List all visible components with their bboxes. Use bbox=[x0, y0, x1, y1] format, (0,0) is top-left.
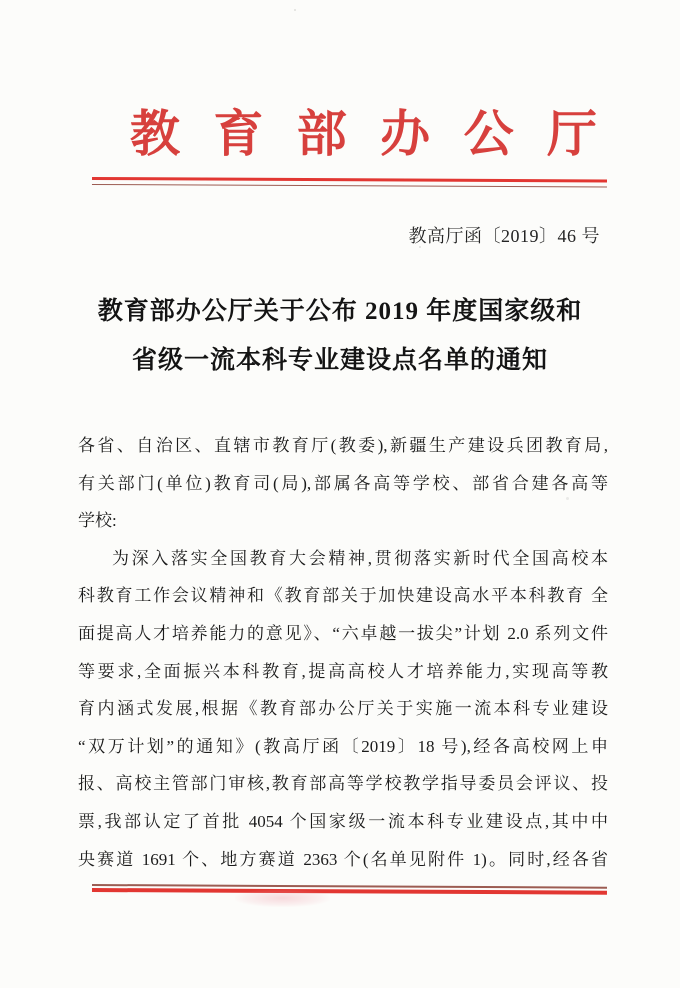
body-line: 为深入落实全国教育大会精神,贯彻落实新时代全国高校本 bbox=[112, 548, 608, 568]
body-line: 报、高校主管部门审核,教育部高等学校教学指导委员会评议、投 bbox=[78, 774, 608, 794]
letterhead-rule-top bbox=[92, 177, 607, 188]
scan-speck bbox=[419, 246, 421, 248]
letterhead-char: 育 bbox=[213, 106, 264, 162]
body-line: 票,我部认定了首批 4054 个国家级一流本科专业建设点,其中中 bbox=[78, 811, 608, 831]
body-line: 科教育工作会议精神和《教育部关于加快建设高水平本科教育 全 bbox=[78, 586, 608, 606]
notice-title-line2: 省级一流本科专业建设点名单的通知 bbox=[131, 347, 548, 374]
body-line: 央赛道 1691 个、地方赛道 2363 个(名单见附件 1)。同时,经各省 bbox=[78, 849, 608, 869]
body-line: “双万计划”的通知》(教高厅函〔2019〕18 号),经各高校网上申 bbox=[78, 736, 608, 756]
notice-body bbox=[78, 427, 608, 878]
body-line: 育内涵式发展,根据《教育部办公厅关于实施一流本科专业建设 bbox=[78, 699, 608, 719]
rule-thick-line bbox=[92, 177, 607, 183]
letterhead-char: 部 bbox=[296, 106, 347, 162]
letterhead-char: 公 bbox=[463, 106, 514, 162]
letterhead-agency-name bbox=[130, 106, 597, 162]
rule-thin-line bbox=[92, 184, 607, 188]
rule-thin-line bbox=[92, 884, 607, 888]
letterhead-char: 厅 bbox=[546, 106, 597, 162]
scan-speck bbox=[566, 497, 569, 500]
document-number: 教高厅函〔2019〕46 号 bbox=[408, 226, 600, 246]
salutation-line: 学校: bbox=[78, 511, 117, 531]
letterhead-char: 办 bbox=[380, 106, 431, 162]
scan-speck bbox=[294, 9, 296, 11]
notice-title-line1: 教育部办公厅关于公布 2019 年度国家级和 bbox=[97, 298, 583, 325]
salutation-line: 各省、自治区、直辖市教育厅(教委),新疆生产建设兵团教育局, bbox=[78, 436, 608, 455]
body-line: 等要求,全面振兴本科教育,提高高校人才培养能力,实现高等教 bbox=[78, 661, 608, 681]
footer-rule-bottom bbox=[92, 884, 607, 894]
rule-thick-line bbox=[92, 888, 607, 894]
salutation-line: 有关部门(单位)教育司(局),部属各高等学校、部省合建各高等 bbox=[78, 473, 608, 493]
notice-title bbox=[0, 287, 680, 385]
body-line: 面提高人才培养能力的意见》、“六卓越一拔尖”计划 2.0 系列文件 bbox=[78, 623, 608, 643]
letterhead-char: 教 bbox=[130, 106, 180, 162]
